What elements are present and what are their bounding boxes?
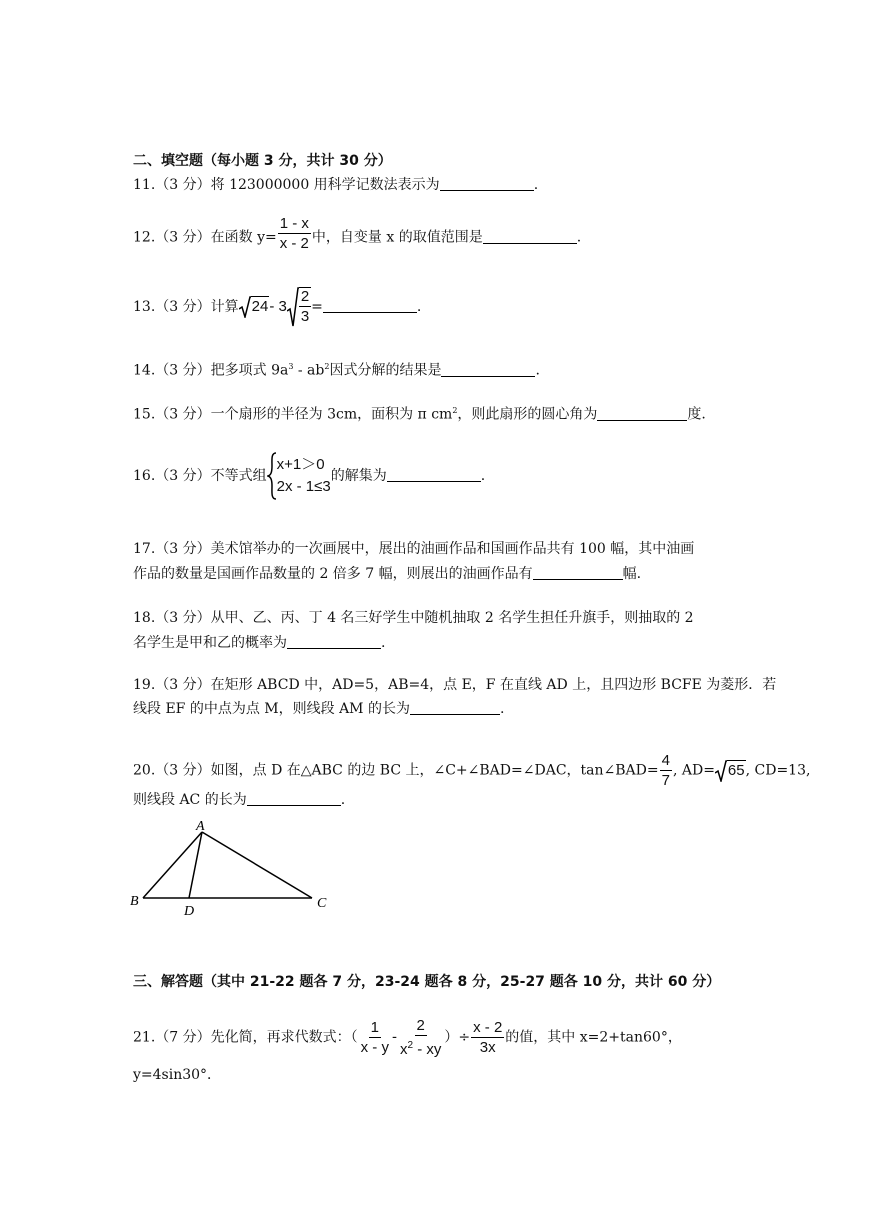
- q16-inequality-system: [267, 452, 331, 500]
- q21-fraction-1: [359, 1019, 391, 1056]
- q20-pre: 20.（3 分）如图，点 D 在△ABC 的边 BC 上，∠C+∠BAD=∠DAC，tan∠BAD=: [133, 762, 659, 779]
- q14-post: 因式分解的结果是: [329, 362, 442, 379]
- q11-end: .: [533, 177, 539, 193]
- q15-exp: 2: [452, 406, 458, 415]
- q13-pre: 13.（3 分）计算: [133, 299, 239, 315]
- q16-answer-blank[interactable]: [387, 467, 481, 482]
- q12-end: .: [576, 229, 582, 246]
- q21-fraction-3: [471, 1019, 504, 1056]
- q21-pre: 21.（7 分）先化简，再求代数式：（: [133, 1029, 358, 1046]
- label-d: D: [184, 904, 195, 919]
- q14-exp1: 3: [288, 362, 294, 371]
- q16-post: 的解集为: [330, 468, 387, 484]
- question-18-line-2: [133, 633, 385, 653]
- section-2-title: 二、填空题（每小题 3 分，共计 30 分）: [133, 153, 392, 169]
- q19-line2: 线段 EF 的中点为点 M，则线段 AM 的长为: [133, 701, 410, 717]
- question-12: [133, 215, 582, 252]
- q15-post: ，则此扇形的圆心角为: [457, 406, 598, 423]
- question-19-line-1: 19.（3 分）在矩形 ABCD 中，AD=5，AB=4，点 E，F 在直线 AD 上，且四边形 BCFE 为菱形．若: [133, 677, 777, 693]
- q14-end: .: [535, 362, 540, 379]
- q12-answer-blank[interactable]: [483, 229, 577, 244]
- q12-numerator: 1 - x: [279, 215, 309, 232]
- q13-answer-blank[interactable]: [323, 298, 417, 313]
- question-18-line-1: 18.（3 分）从甲、乙、丙、丁 4 名三好学生中随机抽取 2 名学生担任升旗手，则抽取的 2: [133, 610, 694, 626]
- q20-end: .: [340, 792, 346, 808]
- left-brace-icon: [267, 452, 277, 500]
- question-13: [133, 287, 421, 327]
- q13-denominator: 3: [300, 308, 310, 325]
- q21-minus: -: [391, 1028, 397, 1046]
- q20-mid: , AD=: [672, 762, 715, 779]
- q19-end: .: [499, 701, 505, 717]
- q20-radicand: 65: [727, 760, 746, 782]
- question-21-line-1: [133, 1017, 682, 1058]
- segment-ab: [143, 832, 202, 898]
- q16-row-2: 2x - 1≤3: [276, 478, 331, 495]
- q13-numerator: 2: [300, 288, 310, 305]
- q11-answer-blank[interactable]: [440, 176, 534, 191]
- q21-f2-denominator: [398, 1036, 443, 1058]
- question-14: [133, 357, 540, 381]
- q12-fraction: [278, 215, 311, 252]
- q16-pre: 16.（3 分）不等式组: [133, 468, 267, 484]
- q19-answer-blank[interactable]: [410, 700, 500, 715]
- q13-fraction: [299, 287, 311, 327]
- question-17-line-1: 17.（3 分）美术馆举办的一次画展中，展出的油画作品和国画作品共有 100 幅，其中油画: [133, 541, 695, 557]
- label-b: B: [130, 894, 139, 909]
- q11-text: 11.（3 分）将 123000000 用科学记数法表示为: [133, 177, 440, 193]
- label-a: A: [196, 819, 205, 834]
- q20-post: , CD=13,: [745, 762, 811, 779]
- q20-fraction: [660, 752, 672, 789]
- q15-end: 度.: [687, 406, 706, 423]
- question-19-line-2: [133, 699, 504, 719]
- question-20-line-2: [133, 790, 345, 810]
- q21-f2-numerator: 2: [416, 1017, 425, 1034]
- q20-sqrt-65: [715, 760, 746, 782]
- q12-post: 中，自变量 x 的取值范围是: [311, 229, 483, 246]
- q18-line2: 名学生是甲和乙的概率为: [133, 635, 287, 651]
- question-15: [133, 401, 706, 425]
- segment-ac: [202, 832, 312, 898]
- q14-pre: 14.（3 分）把多项式 9a: [133, 362, 289, 379]
- q15-answer-blank[interactable]: [597, 406, 687, 421]
- q21-div: ）÷: [444, 1029, 471, 1046]
- q14-answer-blank[interactable]: [441, 362, 535, 377]
- q12-pre: 12.（3 分）在函数 y=: [133, 229, 277, 246]
- q14-mid: - ab: [293, 362, 325, 379]
- question-20-line-1: [133, 752, 810, 789]
- q13-mid: - 3: [269, 298, 287, 315]
- q21-f2-den-exp: 2: [407, 1040, 414, 1051]
- question-11: [133, 175, 538, 195]
- q13-sqrt-24: [239, 296, 270, 318]
- q14-exp2: 2: [324, 362, 330, 371]
- question-17-line-2: [133, 564, 641, 584]
- q13-sqrt-fraction: [287, 287, 311, 327]
- question-21-line-2: y=4sin30°．: [133, 1067, 222, 1083]
- q21-f2-den-base: x: [399, 1041, 408, 1058]
- q13-eq: =: [311, 299, 323, 315]
- q13-radicand: 24: [251, 296, 270, 318]
- q18-end: .: [381, 635, 386, 651]
- q17-end: 幅.: [622, 566, 642, 582]
- q21-fraction-2: [398, 1017, 443, 1058]
- q12-denominator: x - 2: [279, 235, 309, 252]
- q16-row-1: x+1＞0: [276, 456, 325, 473]
- q21-post: 的值，其中 x=2+tan60°，: [505, 1029, 682, 1046]
- q20-line2: 则线段 AC 的长为: [133, 792, 247, 808]
- q20-denominator: 7: [661, 772, 670, 789]
- q21-f3-numerator: x - 2: [473, 1019, 503, 1036]
- q17-answer-blank[interactable]: [533, 565, 623, 580]
- section-3-title: 三、解答题（其中 21-22 题各 7 分，23-24 题各 8 分，25-27 题各 10 分，共计 60 分）: [133, 974, 721, 990]
- question-16: [133, 452, 485, 500]
- q20-numerator: 4: [661, 752, 670, 769]
- q18-answer-blank[interactable]: [287, 634, 381, 649]
- label-c: C: [317, 896, 327, 911]
- q21-f1-denominator: x - y: [360, 1039, 389, 1056]
- segment-ad: [189, 832, 202, 898]
- q20-answer-blank[interactable]: [247, 791, 341, 806]
- q21-f3-denominator: 3x: [479, 1039, 496, 1056]
- q21-f1-numerator: 1: [370, 1019, 379, 1036]
- q17-line2: 作品的数量是国画作品数量的 2 倍多 7 幅，则展出的油画作品有: [133, 566, 533, 582]
- q13-end: .: [416, 299, 422, 315]
- q21-f2-den-rest: - xy: [413, 1041, 442, 1058]
- q15-pre: 15.（3 分）一个扇形的半径为 3cm，面积为 π cm: [133, 406, 453, 423]
- q20-triangle-figure: [125, 814, 340, 919]
- q16-end: .: [480, 468, 486, 484]
